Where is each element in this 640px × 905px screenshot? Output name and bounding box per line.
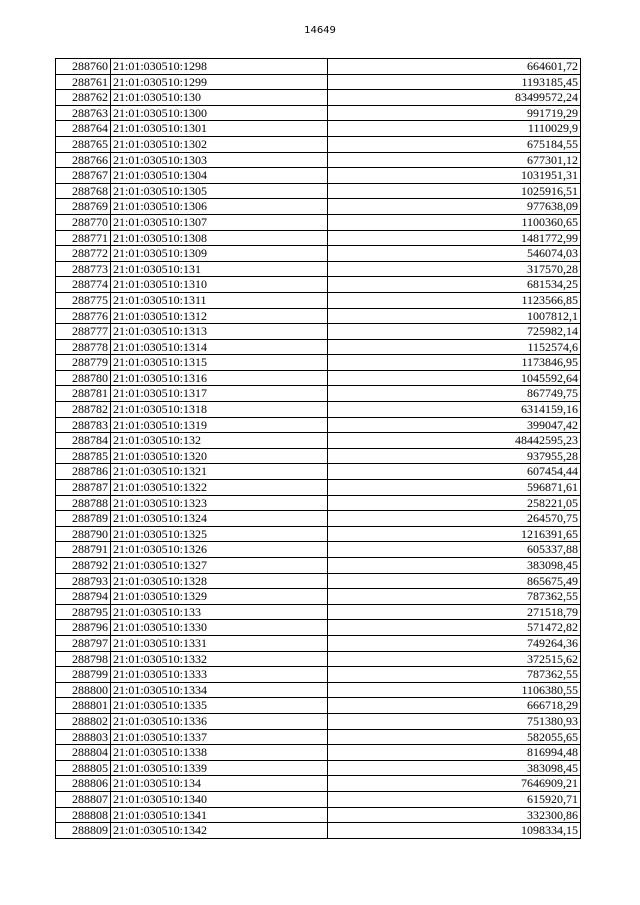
row-number-cell: 288769 (56, 199, 111, 215)
row-number-cell: 288796 (56, 620, 111, 636)
cadastral-number-cell: 21:01:030510:1342 (111, 823, 328, 839)
cadastral-value-cell: 865675,49 (328, 573, 581, 589)
row-number-cell: 288773 (56, 261, 111, 277)
table-row (56, 713, 581, 729)
table-row (56, 573, 581, 589)
cadastral-number-cell: 21:01:030510:1338 (111, 745, 328, 761)
row-number-cell: 288764 (56, 121, 111, 137)
row-number-cell: 288803 (56, 729, 111, 745)
cadastral-value-cell: 317570,28 (328, 261, 581, 277)
table-row (56, 729, 581, 745)
cadastral-value-cell: 816994,48 (328, 745, 581, 761)
table-row (56, 355, 581, 371)
row-number-cell: 288768 (56, 183, 111, 199)
cadastral-number-cell: 21:01:030510:1319 (111, 417, 328, 433)
cadastral-number-cell: 21:01:030510:1308 (111, 230, 328, 246)
cadastral-value-cell: 666718,29 (328, 698, 581, 714)
cadastral-value-cell: 675184,55 (328, 136, 581, 152)
cadastral-number-cell: 21:01:030510:1313 (111, 324, 328, 340)
row-number-cell: 288801 (56, 698, 111, 714)
cadastral-number-cell: 21:01:030510:1323 (111, 495, 328, 511)
cadastral-number-cell: 21:01:030510:1334 (111, 682, 328, 698)
cadastral-number-cell: 21:01:030510:1304 (111, 168, 328, 184)
cadastral-value-cell: 664601,72 (328, 59, 581, 75)
table-row (56, 433, 581, 449)
cadastral-value-cell: 48442595,23 (328, 433, 581, 449)
cadastral-value-cell: 383098,45 (328, 558, 581, 574)
cadastral-number-cell: 21:01:030510:1301 (111, 121, 328, 137)
cadastral-value-cell: 607454,44 (328, 464, 581, 480)
table-row (56, 464, 581, 480)
row-number-cell: 288782 (56, 402, 111, 418)
cadastral-number-cell: 21:01:030510:1311 (111, 292, 328, 308)
cadastral-number-cell: 21:01:030510:1337 (111, 729, 328, 745)
row-number-cell: 288787 (56, 480, 111, 496)
table-row (56, 74, 581, 90)
row-number-cell: 288785 (56, 448, 111, 464)
cadastral-number-cell: 21:01:030510:1310 (111, 277, 328, 293)
table-row (56, 121, 581, 137)
cadastral-number-cell: 21:01:030510:1332 (111, 651, 328, 667)
cadastral-number-cell: 21:01:030510:134 (111, 776, 328, 792)
table-row (56, 682, 581, 698)
row-number-cell: 288760 (56, 59, 111, 75)
table-row (56, 589, 581, 605)
cadastral-number-cell: 21:01:030510:1298 (111, 59, 328, 75)
cadastral-value-cell: 383098,45 (328, 760, 581, 776)
cadastral-value-cell: 1098334,15 (328, 823, 581, 839)
row-number-cell: 288807 (56, 791, 111, 807)
cadastral-value-cell: 1007812,1 (328, 308, 581, 324)
row-number-cell: 288802 (56, 713, 111, 729)
cadastral-number-cell: 21:01:030510:1341 (111, 807, 328, 823)
table-row (56, 308, 581, 324)
table-row (56, 526, 581, 542)
row-number-cell: 288789 (56, 511, 111, 527)
cadastral-value-cell: 332300,86 (328, 807, 581, 823)
cadastral-number-cell: 21:01:030510:1318 (111, 402, 328, 418)
row-number-cell: 288793 (56, 573, 111, 589)
table-row (56, 136, 581, 152)
cadastral-value-cell: 1045592,64 (328, 370, 581, 386)
table-row (56, 324, 581, 340)
table-row (56, 776, 581, 792)
cadastral-number-cell: 21:01:030510:1324 (111, 511, 328, 527)
row-number-cell: 288795 (56, 604, 111, 620)
cadastral-value-cell: 83499572,24 (328, 90, 581, 106)
row-number-cell: 288794 (56, 589, 111, 605)
row-number-cell: 288776 (56, 308, 111, 324)
cadastral-number-cell: 21:01:030510:1306 (111, 199, 328, 215)
cadastral-value-cell: 751380,93 (328, 713, 581, 729)
row-number-cell: 288788 (56, 495, 111, 511)
cadastral-number-cell: 21:01:030510:1325 (111, 526, 328, 542)
table-row (56, 620, 581, 636)
row-number-cell: 288784 (56, 433, 111, 449)
table-row (56, 558, 581, 574)
table-row (56, 386, 581, 402)
table-row (56, 277, 581, 293)
cadastral-value-cell: 546074,03 (328, 246, 581, 262)
row-number-cell: 288781 (56, 386, 111, 402)
row-number-cell: 288770 (56, 214, 111, 230)
cadastral-value-cell: 596871,61 (328, 480, 581, 496)
cadastral-value-cell: 6314159,16 (328, 402, 581, 418)
cadastral-value-cell: 7646909,21 (328, 776, 581, 792)
cadastral-number-cell: 21:01:030510:1302 (111, 136, 328, 152)
row-number-cell: 288786 (56, 464, 111, 480)
cadastral-value-cell: 867749,75 (328, 386, 581, 402)
table-row (56, 152, 581, 168)
row-number-cell: 288790 (56, 526, 111, 542)
cadastral-value-cell: 258221,05 (328, 495, 581, 511)
cadastral-value-cell: 1123566,85 (328, 292, 581, 308)
cadastral-value-cell: 937955,28 (328, 448, 581, 464)
table-row (56, 183, 581, 199)
row-number-cell: 288783 (56, 417, 111, 433)
cadastral-value-cell: 1106380,55 (328, 682, 581, 698)
row-number-cell: 288797 (56, 635, 111, 651)
cadastral-value-cell: 372515,62 (328, 651, 581, 667)
table-row (56, 105, 581, 121)
table-row (56, 370, 581, 386)
cadastral-value-cell: 582055,65 (328, 729, 581, 745)
row-number-cell: 288809 (56, 823, 111, 839)
row-number-cell: 288767 (56, 168, 111, 184)
table-row (56, 635, 581, 651)
cadastral-value-cell: 1025916,51 (328, 183, 581, 199)
cadastral-value-cell: 1110029,9 (328, 121, 581, 137)
table-row (56, 823, 581, 839)
table-row (56, 90, 581, 106)
row-number-cell: 288800 (56, 682, 111, 698)
cadastral-number-cell: 21:01:030510:1321 (111, 464, 328, 480)
cadastral-number-cell: 21:01:030510:1335 (111, 698, 328, 714)
cadastral-number-cell: 21:01:030510:130 (111, 90, 328, 106)
cadastral-number-cell: 21:01:030510:1317 (111, 386, 328, 402)
row-number-cell: 288762 (56, 90, 111, 106)
row-number-cell: 288763 (56, 105, 111, 121)
table-row (56, 542, 581, 558)
cadastral-value-cell: 725982,14 (328, 324, 581, 340)
table-row (56, 807, 581, 823)
cadastral-number-cell: 21:01:030510:1303 (111, 152, 328, 168)
table-row (56, 448, 581, 464)
page-number: 14649 (304, 25, 336, 36)
table-row (56, 292, 581, 308)
table-row (56, 417, 581, 433)
cadastral-number-cell: 21:01:030510:131 (111, 261, 328, 277)
table-row (56, 667, 581, 683)
cadastral-number-cell: 21:01:030510:1328 (111, 573, 328, 589)
cadastral-number-cell: 21:01:030510:1316 (111, 370, 328, 386)
table-row (56, 199, 581, 215)
row-number-cell: 288806 (56, 776, 111, 792)
cadastral-value-cell: 749264,36 (328, 635, 581, 651)
cadastral-value-cell: 1481772,99 (328, 230, 581, 246)
cadastral-value-cell: 681534,25 (328, 277, 581, 293)
cadastral-number-cell: 21:01:030510:1327 (111, 558, 328, 574)
cadastral-value-cell: 787362,55 (328, 589, 581, 605)
cadastral-value-cell: 615920,71 (328, 791, 581, 807)
cadastral-value-cell: 1152574,6 (328, 339, 581, 355)
cadastral-value-cell: 571472,82 (328, 620, 581, 636)
row-number-cell: 288798 (56, 651, 111, 667)
cadastral-value-table (55, 58, 581, 839)
cadastral-number-cell: 21:01:030510:1336 (111, 713, 328, 729)
row-number-cell: 288808 (56, 807, 111, 823)
table-row (56, 511, 581, 527)
cadastral-value-cell: 399047,42 (328, 417, 581, 433)
cadastral-value-cell: 787362,55 (328, 667, 581, 683)
row-number-cell: 288777 (56, 324, 111, 340)
cadastral-value-cell: 677301,12 (328, 152, 581, 168)
table-row (56, 745, 581, 761)
table-body (56, 59, 581, 839)
row-number-cell: 288792 (56, 558, 111, 574)
table-row (56, 339, 581, 355)
row-number-cell: 288791 (56, 542, 111, 558)
cadastral-number-cell: 21:01:030510:1307 (111, 214, 328, 230)
table-row (56, 791, 581, 807)
table-row (56, 214, 581, 230)
row-number-cell: 288799 (56, 667, 111, 683)
cadastral-number-cell: 21:01:030510:1305 (111, 183, 328, 199)
cadastral-value-cell: 271518,79 (328, 604, 581, 620)
cadastral-value-cell: 991719,29 (328, 105, 581, 121)
row-number-cell: 288771 (56, 230, 111, 246)
table-row (56, 59, 581, 75)
cadastral-value-cell: 1173846,95 (328, 355, 581, 371)
cadastral-number-cell: 21:01:030510:1320 (111, 448, 328, 464)
cadastral-number-cell: 21:01:030510:1326 (111, 542, 328, 558)
cadastral-number-cell: 21:01:030510:1329 (111, 589, 328, 605)
table-row (56, 698, 581, 714)
cadastral-number-cell: 21:01:030510:1309 (111, 246, 328, 262)
cadastral-number-cell: 21:01:030510:1330 (111, 620, 328, 636)
cadastral-number-cell: 21:01:030510:133 (111, 604, 328, 620)
cadastral-value-cell: 1100360,65 (328, 214, 581, 230)
row-number-cell: 288772 (56, 246, 111, 262)
cadastral-number-cell: 21:01:030510:1315 (111, 355, 328, 371)
row-number-cell: 288780 (56, 370, 111, 386)
row-number-cell: 288775 (56, 292, 111, 308)
cadastral-value-cell: 1216391,65 (328, 526, 581, 542)
row-number-cell: 288805 (56, 760, 111, 776)
cadastral-value-cell: 1193185,45 (328, 74, 581, 90)
row-number-cell: 288774 (56, 277, 111, 293)
row-number-cell: 288761 (56, 74, 111, 90)
table-row (56, 480, 581, 496)
table-row (56, 246, 581, 262)
cadastral-number-cell: 21:01:030510:1340 (111, 791, 328, 807)
table-row (56, 230, 581, 246)
table-row (56, 261, 581, 277)
cadastral-number-cell: 21:01:030510:132 (111, 433, 328, 449)
row-number-cell: 288779 (56, 355, 111, 371)
table-row (56, 651, 581, 667)
cadastral-number-cell: 21:01:030510:1299 (111, 74, 328, 90)
cadastral-value-cell: 264570,75 (328, 511, 581, 527)
table-row (56, 168, 581, 184)
table-row (56, 760, 581, 776)
table-row (56, 495, 581, 511)
cadastral-number-cell: 21:01:030510:1339 (111, 760, 328, 776)
table-row (56, 604, 581, 620)
cadastral-value-cell: 605337,88 (328, 542, 581, 558)
cadastral-number-cell: 21:01:030510:1314 (111, 339, 328, 355)
cadastral-value-cell: 977638,09 (328, 199, 581, 215)
table-row (56, 402, 581, 418)
cadastral-number-cell: 21:01:030510:1300 (111, 105, 328, 121)
cadastral-number-cell: 21:01:030510:1322 (111, 480, 328, 496)
row-number-cell: 288766 (56, 152, 111, 168)
row-number-cell: 288804 (56, 745, 111, 761)
row-number-cell: 288765 (56, 136, 111, 152)
cadastral-number-cell: 21:01:030510:1333 (111, 667, 328, 683)
cadastral-value-cell: 1031951,31 (328, 168, 581, 184)
cadastral-number-cell: 21:01:030510:1331 (111, 635, 328, 651)
cadastral-number-cell: 21:01:030510:1312 (111, 308, 328, 324)
row-number-cell: 288778 (56, 339, 111, 355)
